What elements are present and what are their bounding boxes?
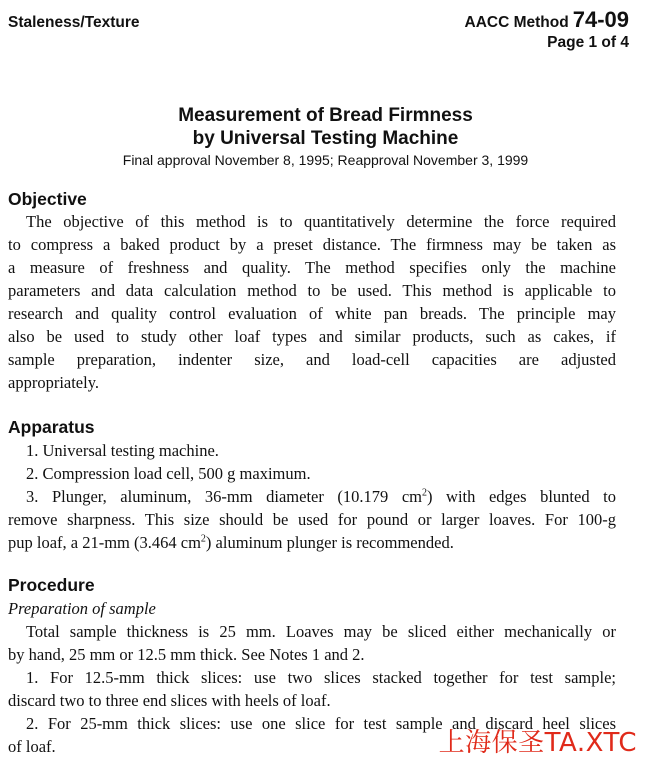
procedure-line: Total sample thickness is 25 mm. Loaves may be sliced either mechanically or: [26, 622, 616, 641]
objective-line: parameters and data calculation method to be used. This method is applicable to: [8, 281, 616, 300]
procedure-line: of loaf.: [8, 737, 56, 756]
procedure-heading: Procedure: [8, 575, 95, 595]
apparatus-list: [8, 439, 616, 554]
objective-line: The objective of this method is to quantitatively determine the force required: [26, 212, 616, 231]
apparatus-item: 2. Compression load cell, 500 g maximum.: [26, 464, 311, 483]
objective-line: research and quality control evaluation of white pan breads. The principle may: [8, 304, 616, 323]
objective-line: appropriately.: [8, 373, 100, 392]
section-category: Staleness/Texture: [8, 14, 140, 31]
apparatus-item: 1. Universal testing machine.: [26, 441, 219, 460]
apparatus-item: 3. Plunger, aluminum, 36-mm diameter (10.179 $cm^2$) with edges blunted to: [26, 487, 616, 506]
title-line-1: Measurement of Bread Firmness: [178, 105, 473, 126]
procedure-line: by hand, 25 mm or 12.5 mm thick. See Notes 1 and 2.: [8, 645, 365, 664]
title-line-2: by Universal Testing Machine: [192, 128, 459, 149]
watermark: 上海保圣TA.XTC: [438, 728, 637, 758]
apparatus-item-continued: pup loaf, a 21-mm (3.464 $cm^2$) aluminum plunger is recommended.: [8, 533, 454, 552]
objective-heading: Objective: [8, 189, 87, 209]
apparatus-item-continued: remove sharpness. This size should be used for pound or larger loaves. For 100-g: [8, 510, 616, 529]
objective-line: to compress a baked product by a preset distance. The firmness may be taken as: [8, 235, 616, 254]
method-id: [465, 7, 629, 33]
procedure-line: discard two to three end slices with heels of loaf.: [8, 691, 331, 710]
objective-line: also be used to study other loaf types and similar products, such as cakes, if: [8, 327, 616, 346]
apparatus-heading: Apparatus: [8, 417, 95, 437]
document-title: [0, 104, 651, 150]
objective-line: a measure of freshness and quality. The method specifies only the machine: [8, 258, 616, 277]
method-header: [465, 7, 629, 52]
approval-dates: Final approval November 8, 1995; Reapproval November 3, 1999: [122, 152, 529, 168]
procedure-line: 2. For 25-mm thick slices: use one slice for test sample and discard heel slices: [26, 714, 616, 733]
procedure-subheading: Preparation of sample: [8, 599, 156, 618]
objective-line: sample preparation, indenter size, and load-cell capacities are adjusted: [8, 350, 616, 369]
objective-paragraph: [8, 210, 616, 394]
method-label: AACC Method: [464, 14, 569, 31]
method-number: 74-09: [572, 7, 629, 32]
page-indicator: Page 1 of 4: [547, 34, 629, 51]
procedure-line: 1. For 12.5-mm thick slices: use two slices stacked together for test sample;: [26, 668, 616, 687]
